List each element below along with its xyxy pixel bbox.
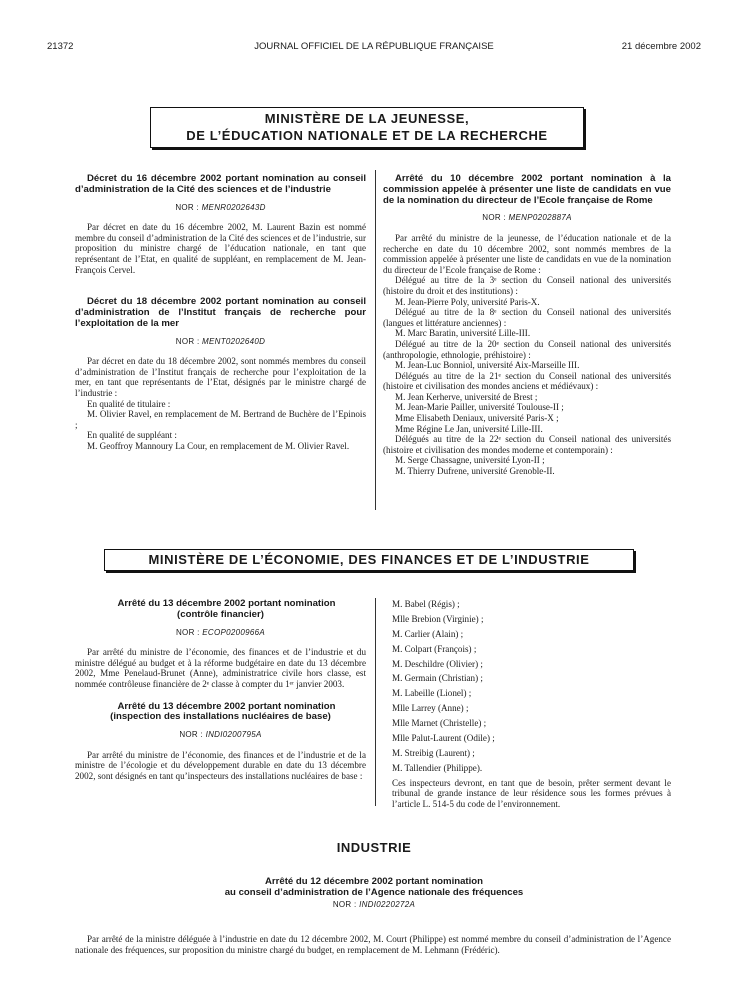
- right-column-bottom: [392, 599, 671, 814]
- column-divider: [375, 170, 376, 510]
- inspector-name: Mlle Marnet (Christelle) ;: [392, 718, 487, 729]
- journal-title: JOURNAL OFFICIEL DE LA RÉPUBLIQUE FRANÇAISE: [254, 41, 494, 52]
- arrete1-section3: Délégué au titre de la 3ᵉ section du Conseil national des universités (histoire du droit et des institutions) :: [383, 275, 671, 296]
- inspector-name: M. Colpart (François) ;: [392, 643, 477, 654]
- left-column-bottom: [75, 599, 366, 782]
- arrete2-nor: NOR : ECOP0200966A: [175, 627, 266, 637]
- decret1-nor: NOR : MENR0202643D: [175, 202, 266, 212]
- member-name: M. Marc Baratin, université Lille-III.: [395, 328, 531, 339]
- arrete3-nor: NOR : INDI0200795A: [179, 730, 262, 740]
- industrie-nor-code: INDI0220272A: [359, 900, 416, 909]
- arrete1-section20-names: [383, 360, 671, 371]
- inspector-name: M. Labeille (Lionel) ;: [392, 688, 472, 699]
- arrete2-body: Par arrêté du ministre de l’économie, des finances et de l’industrie et du ministre délégué au budget et à la réforme budgétaire en date du 13 décembre 2002, Mme Penelaud-Brunet (Anne), administratrice civile hors classe, est nommée contrôleuse financière de 2ᵉ classe à compter du 1ᵉʳ janvier 2003.: [75, 647, 366, 689]
- inspector-name: M. Babel (Régis) ;: [392, 599, 460, 609]
- decret2-titulaire-label: En qualité de titulaire :: [87, 398, 171, 409]
- industrie-nor: NOR : INDI0220272A: [332, 900, 416, 909]
- industrie-title: [100, 876, 648, 898]
- arrete2-nor-code: ECOP0200966A: [202, 627, 266, 637]
- issue-date: 21 décembre 2002: [621, 41, 701, 52]
- arrete1-section21-names: [383, 392, 671, 434]
- member-name: Mme Régine Le Jan, université Lille-III.: [395, 423, 543, 434]
- decret2-suppleant: M. Geoffroy Mannoury La Cour, en remplacement de M. Olivier Ravel.: [87, 440, 350, 451]
- arrete1-nor-code: MENP0202887A: [508, 213, 572, 223]
- industrie-body: Par arrêté de la ministre déléguée à l’industrie en date du 12 décembre 2002, M. Court (Philippe) est nommé membre du conseil d’administration de l’Agence nationale des fréquences, sur proposition du ministre chargé du budget, en remplacement de M. Lehmann (Frédéric).: [75, 934, 671, 955]
- decret1-body: Par décret en date du 16 décembre 2002, M. Laurent Bazin est nommé membre du conseil d’administration de la Cité des sciences et de l’industrie, sur proposition du ministre chargé de l’éducation nationale, en tant que représentant de l’Etat, en qualité de suppléant, en remplacement de M. Jean-François Cervel.: [75, 222, 366, 275]
- member-name: M. Thierry Dufrene, université Grenoble-II.: [395, 466, 555, 477]
- industrie-title-line1: Arrêté du 12 décembre 2002 portant nomination: [264, 876, 484, 887]
- decret2-title: Décret du 18 décembre 2002 portant nomination au conseil d’administration de l’Institut français de recherche pour l’exploitation de la mer: [75, 296, 366, 329]
- decret1-title: Décret du 16 décembre 2002 portant nomination au conseil d’administration de la Cité des sciences et de l’industrie: [75, 173, 366, 195]
- arrete1-section20: Délégué au titre de la 20ᵉ section du Conseil national des universités (anthropologie, ethnologie, préhistoire) :: [383, 338, 671, 360]
- arrete1-section21: Délégués au titre de la 21ᵉ section du Conseil national des universités (histoire et civilisation des mondes anciens et médiévaux) :: [383, 370, 671, 392]
- member-name: M. Jean Kerherve, université de Brest ;: [395, 391, 538, 402]
- inspector-name: Mlle Brebion (Virginie) ;: [392, 613, 484, 624]
- member-name: M. Serge Chassagne, université Lyon-II ;: [395, 455, 545, 466]
- member-name: M. Jean-Luc Bonniol, université Aix-Marseille III.: [395, 360, 580, 371]
- industrie-title-line2: au conseil d’administration de l’Agence nationale des fréquences: [224, 887, 524, 898]
- arrete3-title: Arrêté du 13 décembre 2002 portant nomination (inspection des installations nucléaires de base): [110, 700, 336, 723]
- member-name: M. Jean-Pierre Poly, université Paris-X.: [395, 296, 540, 307]
- decret2-suppleant-label: En qualité de suppléant :: [87, 430, 177, 441]
- arrete1-section8: Délégué au titre de la 8ᵉ section du Conseil national des universités (langues et littérature anciennes) :: [383, 307, 671, 328]
- decret2-nor-code: MENT0202640D: [202, 336, 266, 346]
- inspector-name: M. Tallendier (Philippe).: [392, 762, 483, 773]
- inspector-name: M. Carlier (Alain) ;: [392, 628, 464, 639]
- ministry-heading-line1: MINISTÈRE DE LA JEUNESSE,: [264, 111, 470, 126]
- column-divider-bottom: [375, 598, 376, 806]
- industrie-body-wrap: [75, 934, 671, 955]
- ministry-economy-heading: MINISTÈRE DE L’ÉCONOMIE, DES FINANCES ET DE L’INDUSTRIE: [148, 552, 590, 567]
- member-name: Mme Elisabeth Deniaux, université Paris-X ;: [395, 413, 559, 424]
- inspector-name: M. Germain (Christian) ;: [392, 673, 483, 684]
- running-header: [47, 41, 701, 57]
- arrete1-nor: NOR : MENP0202887A: [482, 213, 572, 223]
- arrete1-section8-names: [383, 328, 671, 339]
- decret1-nor-code: MENR0202643D: [201, 202, 266, 212]
- industrie-heading: INDUSTRIE: [336, 840, 412, 855]
- arrete1-section22: Délégués au titre de la 22ᵉ section du Conseil national des universités (histoire et civilisation des mondes moderne et contemporain) :: [383, 434, 671, 455]
- ministry-heading-box: [150, 107, 584, 148]
- inspectors-list: [392, 599, 671, 773]
- arrete3-closing: Ces inspecteurs devront, en tant que de besoin, prêter serment devant le tribunal de grande instance de leur résidence sous les formes prévues à l’article L. 514-5 du code de l’environnement.: [392, 777, 671, 809]
- decret2-nor: NOR : MENT0202640D: [175, 336, 266, 346]
- inspector-name: M. Deschildre (Olivier) ;: [392, 658, 483, 669]
- member-name: M. Jean-Marie Pailler, université Toulouse-II ;: [395, 402, 564, 413]
- arrete1-title: Arrêté du 10 décembre 2002 portant nomination à la commission appelée à présenter une liste de candidats en vue de la nomination du directeur de l’Ecole française de Rome: [383, 173, 671, 206]
- arrete1-section22-names: [383, 455, 671, 476]
- inspector-name: Mlle Larrey (Anne) ;: [392, 703, 469, 714]
- ministry-heading-line2: DE L’ÉDUCATION NATIONALE ET DE LA RECHERCHE: [186, 128, 548, 143]
- arrete3-nor-code: INDI0200795A: [205, 730, 262, 740]
- right-column-top: [383, 174, 671, 477]
- ministry-economy-box: [104, 549, 634, 571]
- arrete3-body: Par arrêté du ministre de l’économie, des finances et de l’industrie et de la ministre de l’écologie et du développement durable en date du 13 décembre 2002, sont désignés en tant qu’inspecteurs des installations nucléaires de base :: [75, 749, 366, 781]
- inspector-name: M. Streibig (Laurent) ;: [392, 747, 475, 758]
- decret2-titulaire: M. Olivier Ravel, en remplacement de M. Bertrand de Buchère de l’Epinois ;: [75, 409, 366, 430]
- page-number: 21372: [47, 41, 74, 52]
- arrete2-title: Arrêté du 13 décembre 2002 portant nomination (contrôle financier): [117, 598, 336, 620]
- inspector-name: Mlle Palut-Laurent (Odile) ;: [392, 733, 495, 744]
- arrete1-section3-names: [383, 297, 671, 308]
- decret2-body: Par décret en date du 18 décembre 2002, sont nommés membres du conseil d’administration de l’Institut français de recherche pour l’exploitation de la mer, en tant que représentants de l’Etat, désignés par le ministre chargé de l’industrie :: [75, 356, 366, 398]
- left-column-top: [75, 174, 366, 451]
- arrete1-intro: Par arrêté du ministre de la jeunesse, de l’éducation nationale et de la recherche en date du 10 décembre 2002, sont nommés membres de la commission appelée à présenter une liste de candidats en vue de la nomination du directeur de l’Ecole française de Rome :: [383, 232, 671, 275]
